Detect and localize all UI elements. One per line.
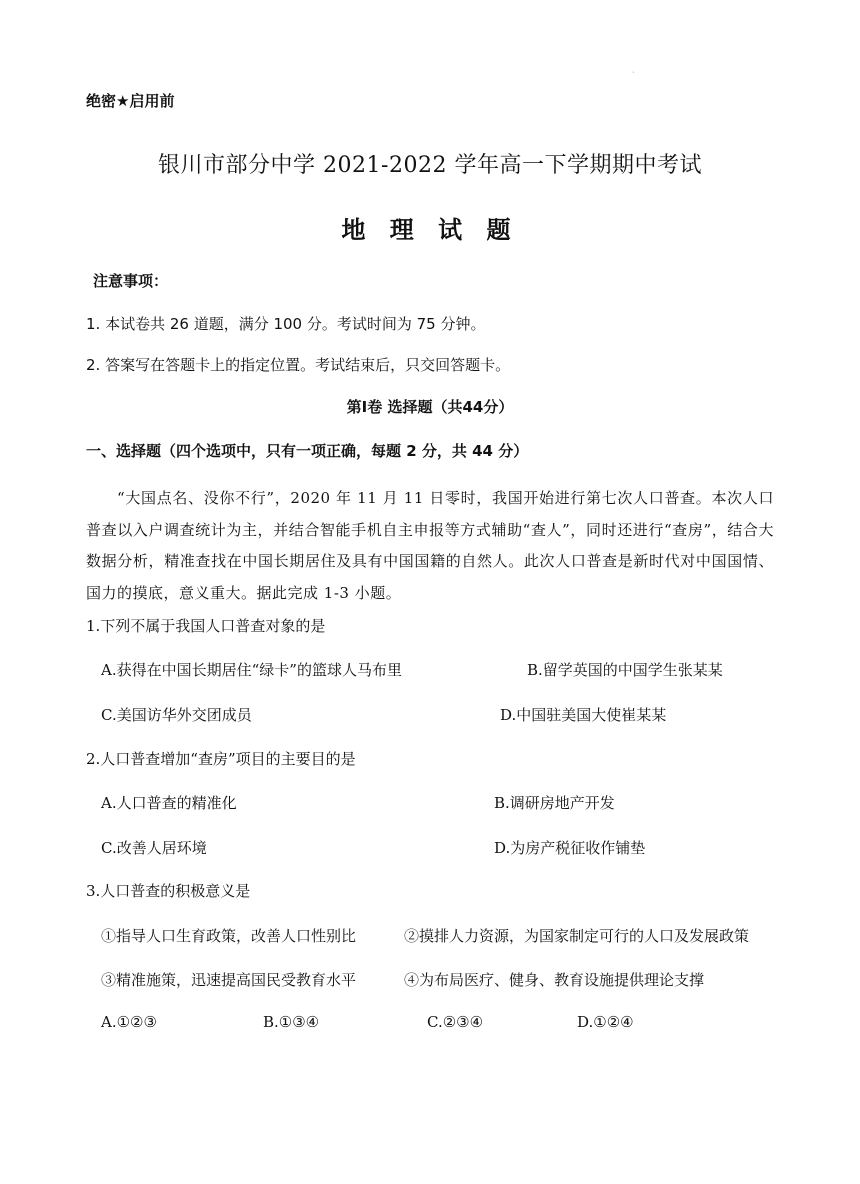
q2-option-b: B.调研房地产开发 [494, 794, 615, 812]
question-stem-3: 3.人口普查的积极意义是 [86, 882, 251, 900]
notice-item: 2. 答案写在答题卡上的指定位置。考试结束后，只交回答题卡。 [86, 356, 511, 374]
q1-option-b: B.留学英国的中国学生张某某 [527, 661, 723, 679]
q1-option-a: A.获得在中国长期居住“绿卡”的篮球人马布里 [101, 661, 402, 679]
q3-statement-4: ④为布局医疗、健身、教育设施提供理论支撑 [404, 971, 705, 989]
notice-heading: 注意事项： [93, 272, 169, 290]
question-stem-1: 1.下列不属于我国人口普查对象的是 [86, 617, 326, 635]
q2-option-c: C.改善人居环境 [101, 839, 207, 857]
q3-option-a: A.①②③ [101, 1013, 157, 1031]
section-title: 第Ⅰ卷 选择题（共44分） [346, 398, 514, 416]
q2-option-a: A.人口普查的精准化 [101, 794, 237, 812]
secret-label: 绝密★启用前 [86, 92, 175, 110]
q3-statement-2: ②摸排人力资源，为国家制定可行的人口及发展政策 [404, 927, 750, 945]
part-title: 一、选择题（四个选项中，只有一项正确，每题 2 分，共 44 分） [86, 442, 529, 460]
q3-statement-3: ③精准施策，迅速提高国民受教育水平 [101, 971, 357, 989]
corner-mark: ` [632, 72, 635, 79]
q1-option-c: C.美国访华外交团成员 [101, 706, 252, 724]
reading-passage: “大国点名、没你不行”，2020 年 11 月 11 日零时，我国开始进行第七次人口普查。本次人口普查以入户调查统计为主，并结合智能手机自主申报等方式辅助“查人”，同时还进行“查房”，结合大数据分析，精准查找在中国长期居住及具有中国国籍的自然人。此次人口普查是新时代对中国国情、国力的摸底，意义重大。据此完成 1-3 小题。 [86, 489, 774, 602]
question-stem-2: 2.人口普查增加“查房”项目的主要目的是 [86, 750, 356, 768]
q1-option-d: D.中国驻美国大使崔某某 [500, 706, 667, 724]
q3-option-d: D.①②④ [577, 1013, 634, 1031]
exam-title: 银川市部分中学 2021-2022 学年高一下学期期中考试 [158, 153, 702, 178]
q3-option-c: C.②③④ [427, 1013, 484, 1031]
q2-option-d: D.为房产税征收作铺垫 [494, 839, 646, 857]
exam-subtitle: 地 理 试 题 [341, 215, 519, 244]
q3-option-b: B.①③④ [263, 1013, 320, 1031]
notice-item: 1. 本试卷共 26 道题，满分 100 分。考试时间为 75 分钟。 [86, 315, 486, 333]
q3-statement-1: ①指导人口生育政策，改善人口性别比 [101, 927, 357, 945]
